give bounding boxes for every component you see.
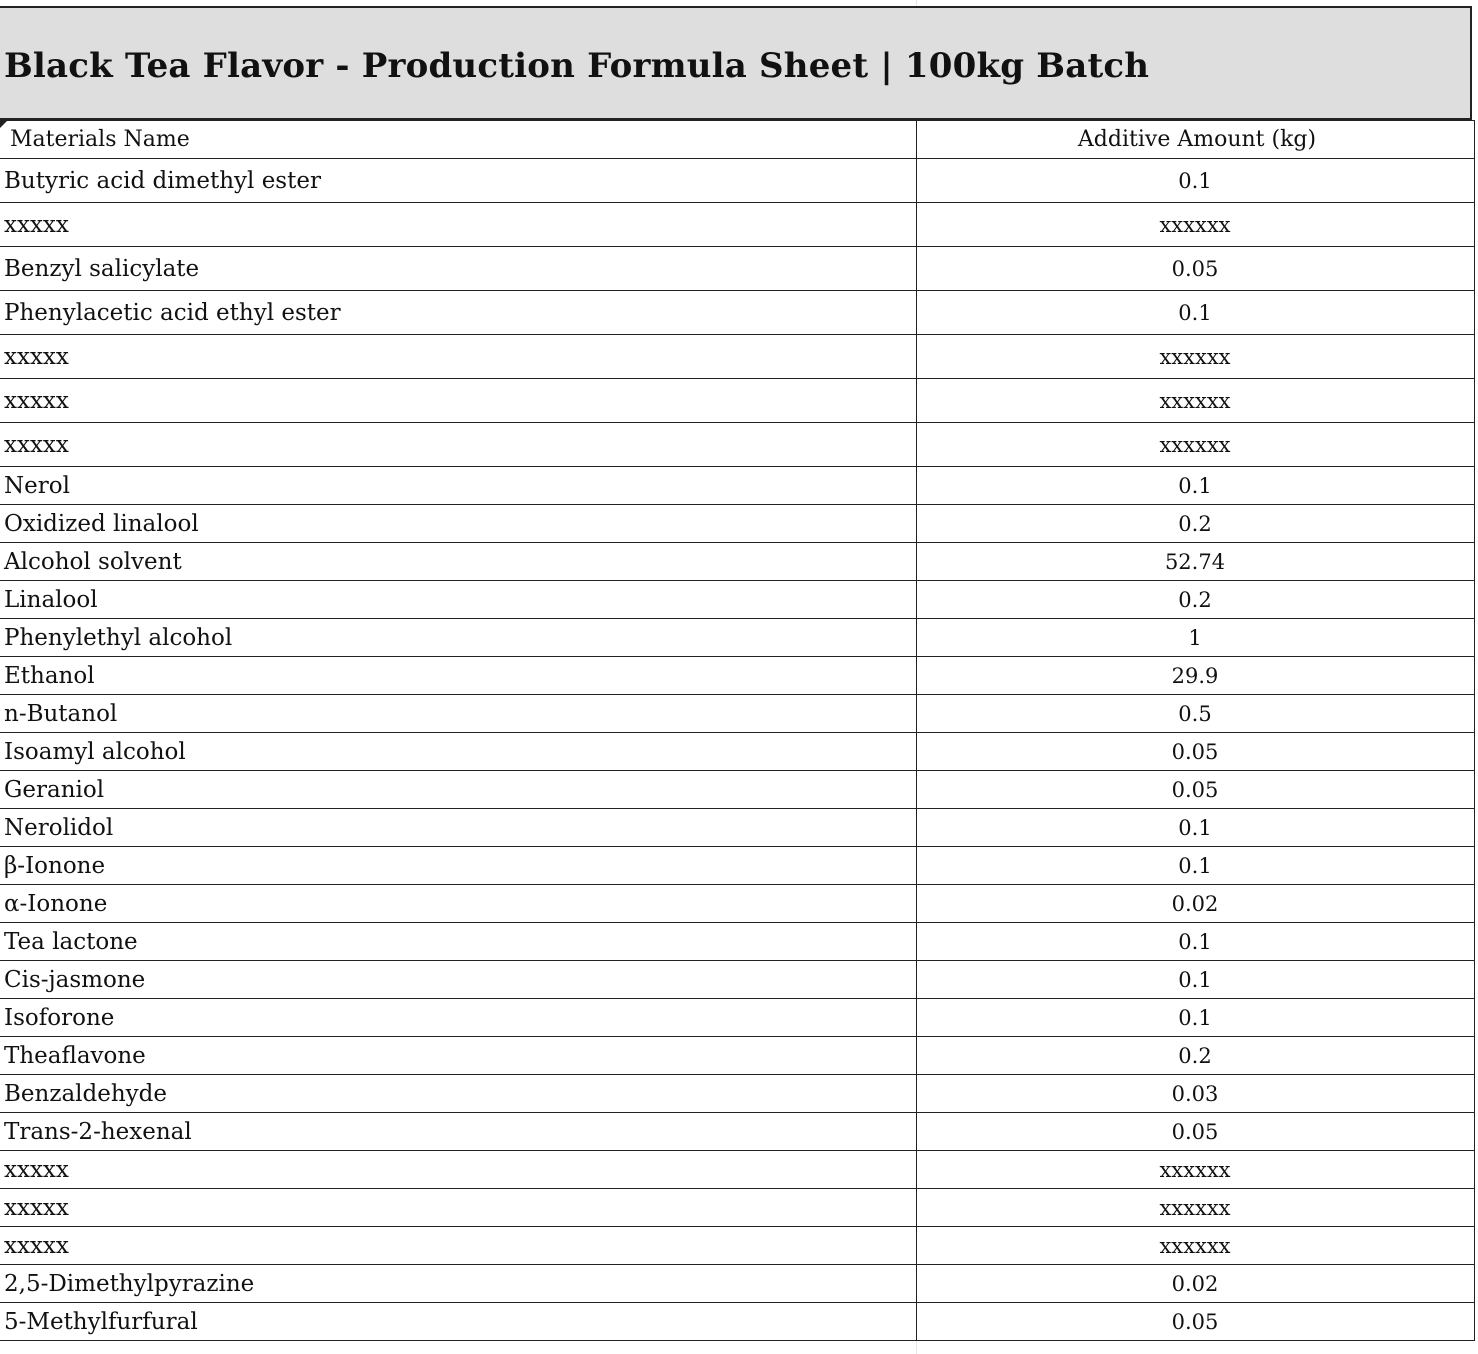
additive-amount-cell[interactable]: xxxxxx <box>916 379 1474 423</box>
table-row <box>0 203 1474 247</box>
table-row <box>0 159 1474 203</box>
additive-amount-cell[interactable]: 0.05 <box>916 1303 1474 1341</box>
material-name-cell[interactable]: Nerol <box>0 467 916 505</box>
additive-amount-cell[interactable]: 0.03 <box>916 1075 1474 1113</box>
material-name-cell[interactable]: Geraniol <box>0 771 916 809</box>
additive-amount-cell[interactable]: 0.2 <box>916 505 1474 543</box>
material-name-cell[interactable]: Butyric acid dimethyl ester <box>0 159 916 203</box>
material-name-cell[interactable]: xxxxx <box>0 423 916 467</box>
additive-amount-cell[interactable]: 0.1 <box>916 923 1474 961</box>
material-name-cell[interactable]: Phenylacetic acid ethyl ester <box>0 291 916 335</box>
additive-amount-cell[interactable]: 0.2 <box>916 1037 1474 1075</box>
material-name-cell[interactable]: Trans-2-hexenal <box>0 1113 916 1151</box>
material-name-cell[interactable]: Benzyl salicylate <box>0 247 916 291</box>
table-row <box>0 733 1474 771</box>
table-row <box>0 809 1474 847</box>
table-row <box>0 335 1474 379</box>
additive-amount-cell[interactable]: 0.02 <box>916 1265 1474 1303</box>
table-row <box>0 657 1474 695</box>
additive-amount-cell[interactable]: xxxxxx <box>916 423 1474 467</box>
additive-amount-cell[interactable]: 52.74 <box>916 543 1474 581</box>
material-name-cell[interactable]: Benzaldehyde <box>0 1075 916 1113</box>
table-body <box>0 159 1474 1341</box>
table-row <box>0 291 1474 335</box>
additive-amount-cell[interactable]: 0.1 <box>916 291 1474 335</box>
additive-amount-cell[interactable]: xxxxxx <box>916 203 1474 247</box>
additive-amount-cell[interactable]: 29.9 <box>916 657 1474 695</box>
additive-amount-cell[interactable]: xxxxxx <box>916 1189 1474 1227</box>
table-row <box>0 923 1474 961</box>
material-name-cell[interactable]: xxxxx <box>0 1189 916 1227</box>
additive-amount-cell[interactable]: 0.05 <box>916 247 1474 291</box>
material-name-cell[interactable]: Nerolidol <box>0 809 916 847</box>
header-materials-name[interactable]: Materials Name <box>0 121 916 159</box>
additive-amount-cell[interactable]: 1 <box>916 619 1474 657</box>
title-band[interactable] <box>0 6 1472 120</box>
material-name-cell[interactable]: β-Ionone <box>0 847 916 885</box>
additive-amount-cell[interactable]: xxxxxx <box>916 1151 1474 1189</box>
additive-amount-cell[interactable]: 0.2 <box>916 581 1474 619</box>
table-row <box>0 771 1474 809</box>
material-name-cell[interactable]: Linalool <box>0 581 916 619</box>
additive-amount-cell[interactable]: 0.05 <box>916 733 1474 771</box>
table-row <box>0 885 1474 923</box>
material-name-cell[interactable]: Tea lactone <box>0 923 916 961</box>
material-name-cell[interactable]: α-Ionone <box>0 885 916 923</box>
table-row <box>0 1303 1474 1341</box>
table-row <box>0 1189 1474 1227</box>
material-name-cell[interactable]: Theaflavone <box>0 1037 916 1075</box>
table-row <box>0 1151 1474 1189</box>
table-row <box>0 379 1474 423</box>
table-row <box>0 581 1474 619</box>
material-name-cell[interactable]: Oxidized linalool <box>0 505 916 543</box>
material-name-cell[interactable]: Isoamyl alcohol <box>0 733 916 771</box>
additive-amount-cell[interactable]: 0.1 <box>916 467 1474 505</box>
table-row <box>0 961 1474 999</box>
material-name-cell[interactable]: xxxxx <box>0 1151 916 1189</box>
table-row <box>0 1265 1474 1303</box>
table-row <box>0 505 1474 543</box>
material-name-cell[interactable]: Alcohol solvent <box>0 543 916 581</box>
material-name-cell[interactable]: xxxxx <box>0 203 916 247</box>
additive-amount-cell[interactable]: 0.1 <box>916 999 1474 1037</box>
material-name-cell[interactable]: Phenylethyl alcohol <box>0 619 916 657</box>
table-row <box>0 619 1474 657</box>
material-name-cell[interactable]: Isoforone <box>0 999 916 1037</box>
material-name-cell[interactable]: Ethanol <box>0 657 916 695</box>
table-row <box>0 1075 1474 1113</box>
additive-amount-cell[interactable]: 0.1 <box>916 809 1474 847</box>
table-row <box>0 543 1474 581</box>
material-name-cell[interactable]: xxxxx <box>0 379 916 423</box>
material-name-cell[interactable]: 5-Methylfurfural <box>0 1303 916 1341</box>
additive-amount-cell[interactable]: 0.1 <box>916 847 1474 885</box>
material-name-cell[interactable]: n-Butanol <box>0 695 916 733</box>
additive-amount-cell[interactable]: 0.05 <box>916 1113 1474 1151</box>
material-name-cell[interactable]: xxxxx <box>0 335 916 379</box>
material-name-cell[interactable]: Cis-jasmone <box>0 961 916 999</box>
additive-amount-cell[interactable]: xxxxxx <box>916 1227 1474 1265</box>
table-row <box>0 695 1474 733</box>
table-row <box>0 467 1474 505</box>
additive-amount-cell[interactable]: 0.5 <box>916 695 1474 733</box>
material-name-cell[interactable]: 2,5-Dimethylpyrazine <box>0 1265 916 1303</box>
formula-table <box>0 120 1475 1341</box>
table-row <box>0 423 1474 467</box>
material-name-cell[interactable]: xxxxx <box>0 1227 916 1265</box>
additive-amount-cell[interactable]: 0.1 <box>916 159 1474 203</box>
additive-amount-cell[interactable]: 0.1 <box>916 961 1474 999</box>
table-row <box>0 847 1474 885</box>
additive-amount-cell[interactable]: 0.02 <box>916 885 1474 923</box>
table-row <box>0 247 1474 291</box>
table-row <box>0 1037 1474 1075</box>
additive-amount-cell[interactable]: xxxxxx <box>916 335 1474 379</box>
header-additive-amount[interactable]: Additive Amount (kg) <box>916 121 1474 159</box>
additive-amount-cell[interactable]: 0.05 <box>916 771 1474 809</box>
table-row <box>0 1227 1474 1265</box>
sheet-title: Black Tea Flavor - Production Formula Sheet | 100kg Batch <box>4 46 1150 86</box>
table-row <box>0 1113 1474 1151</box>
table-row <box>0 999 1474 1037</box>
